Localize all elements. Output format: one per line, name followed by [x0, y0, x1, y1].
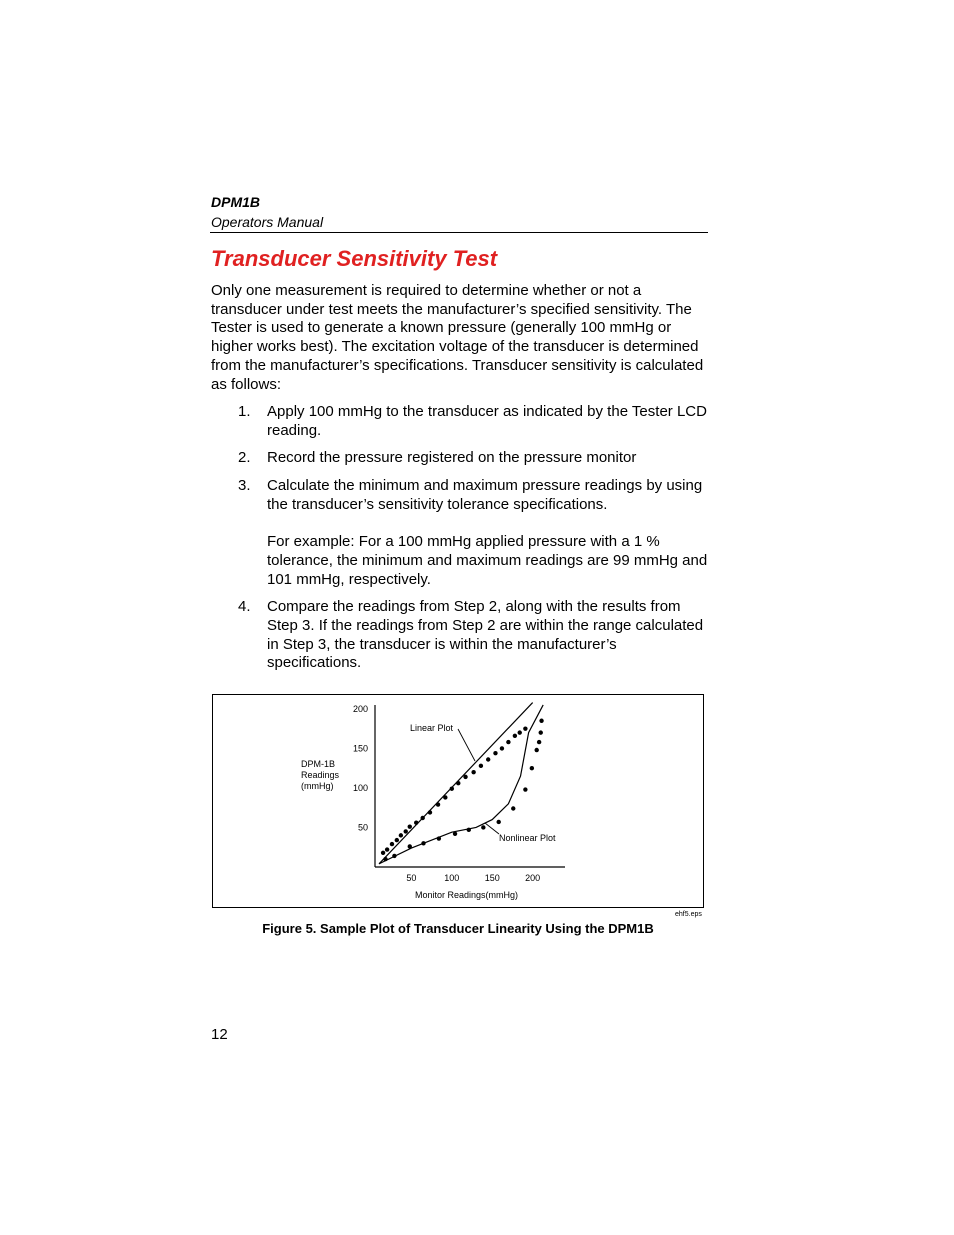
linear-data-point [381, 851, 385, 855]
step-3 [211, 477, 711, 589]
linear-data-point [493, 751, 497, 755]
linear-data-point [486, 757, 490, 761]
linear-data-point [523, 726, 527, 730]
nonlinear-data-point [437, 836, 441, 840]
nonlinear-data-point [523, 787, 527, 791]
nonlinear-data-point [392, 854, 396, 858]
nonlinear-data-point [539, 730, 543, 734]
linear-plot-label: Linear Plot [410, 723, 454, 733]
step-text: Record the pressure registered on the pressure monitor [267, 449, 637, 467]
header-product: DPM1B [211, 194, 261, 210]
y-axis-label-line-2: Readings [301, 770, 340, 780]
linear-data-point [500, 746, 504, 750]
linear-data-point [404, 829, 408, 833]
nonlinear-data-point [467, 828, 471, 832]
linear-data-point [408, 824, 412, 828]
step-2 [211, 449, 711, 468]
linear-data-point [414, 821, 418, 825]
x-tick-label: 150 [484, 873, 500, 883]
nonlinear-data-point [511, 806, 515, 810]
step-4 [211, 598, 711, 673]
y-tick-labels [353, 704, 368, 833]
linear-data-point [463, 775, 467, 779]
step-text: Calculate the minimum and maximum pressure readings by using the transducer’s sensitivity tolerance specifications. [267, 477, 703, 513]
nonlinear-plot-label: Nonlinear Plot [499, 833, 556, 843]
linear-data-point [436, 802, 440, 806]
linear-data-point [428, 810, 432, 814]
linear-data-point [395, 838, 399, 842]
linear-data-point [385, 847, 389, 851]
nonlinear-data-point [408, 844, 412, 848]
y-tick-label: 50 [357, 822, 368, 833]
y-axis-label-line-1: DPM-1B [301, 759, 336, 769]
x-tick-label: 200 [525, 873, 541, 883]
nonlinear-data-point [421, 841, 425, 845]
y-tick-label: 200 [352, 703, 368, 714]
linear-data-point [513, 734, 517, 738]
nonlinear-data-point [453, 832, 457, 836]
step-text: Compare the readings from Step 2, along with the results from Step 3. If the readings from Step 2 are within the range calculated in Step 3, the transducer is within the manufacturer’s specifications. [267, 598, 704, 672]
step-text: Apply 100 mmHg to the transducer as indicated by the Tester LCD reading. [267, 403, 707, 439]
linearity-chart [213, 695, 705, 909]
nonlinear-plot-leader-line [485, 823, 499, 834]
nonlinear-data-point [530, 766, 534, 770]
linear-data-point [443, 795, 447, 799]
step-number: 4. [238, 598, 251, 616]
figure-caption: Figure 5. Sample Plot of Transducer Linearity Using the DPM1B [262, 921, 654, 936]
step-number: 2. [238, 449, 251, 467]
y-tick-label: 100 [352, 782, 368, 793]
linear-data-point [479, 764, 483, 768]
linear-plot-leader-line [458, 729, 475, 761]
nonlinear-data-point [481, 825, 485, 829]
nonlinear-data-point [535, 748, 539, 752]
page-number: 12 [211, 1026, 228, 1043]
step-1 [211, 403, 711, 440]
nonlinear-data-point [537, 740, 541, 744]
figure-frame [212, 694, 704, 908]
nonlinear-data-point [383, 857, 387, 861]
linear-data-point [399, 833, 403, 837]
nonlinear-data-point [497, 820, 501, 824]
x-tick-labels [406, 873, 540, 883]
linear-data-point [421, 816, 425, 820]
header-manual-title: Operators Manual [211, 214, 324, 230]
linear-data-point [506, 740, 510, 744]
x-axis-label: Monitor Readings(mmHg) [415, 890, 519, 900]
linear-data-point [390, 842, 394, 846]
intro-paragraph: Only one measurement is required to determine whether or not a transducer under test meets the manufacturer’s specified sensitivity. The Tester is used to generate a known pressure (generally 100 mmHg or higher works best). The excitation voltage of the transducer is determined from the manufacturer’s specifications. Transducer sensitivity is calculated as follows: [211, 282, 704, 393]
figure-file-label: ehf5.eps [675, 911, 702, 918]
linear-data-point [450, 787, 454, 791]
section-title: Transducer Sensitivity Test [211, 246, 498, 271]
y-axis-label-line-3: (mmHg) [301, 781, 334, 791]
procedure-steps [211, 403, 711, 673]
linear-data-point [471, 770, 475, 774]
linear-data-point [518, 730, 522, 734]
step-example-note: For example: For a 100 mmHg applied pressure with a 1 % tolerance, the minimum and maximum readings are 99 mmHg and 101 mmHg, respectively. [267, 533, 708, 588]
x-tick-label: 50 [406, 873, 417, 883]
header-divider [210, 232, 708, 233]
y-tick-label: 150 [352, 743, 368, 754]
nonlinear-data-point [539, 719, 543, 723]
x-tick-label: 100 [444, 873, 460, 883]
step-number: 3. [238, 477, 251, 495]
linear-data-point [456, 781, 460, 785]
step-number: 1. [238, 403, 251, 420]
